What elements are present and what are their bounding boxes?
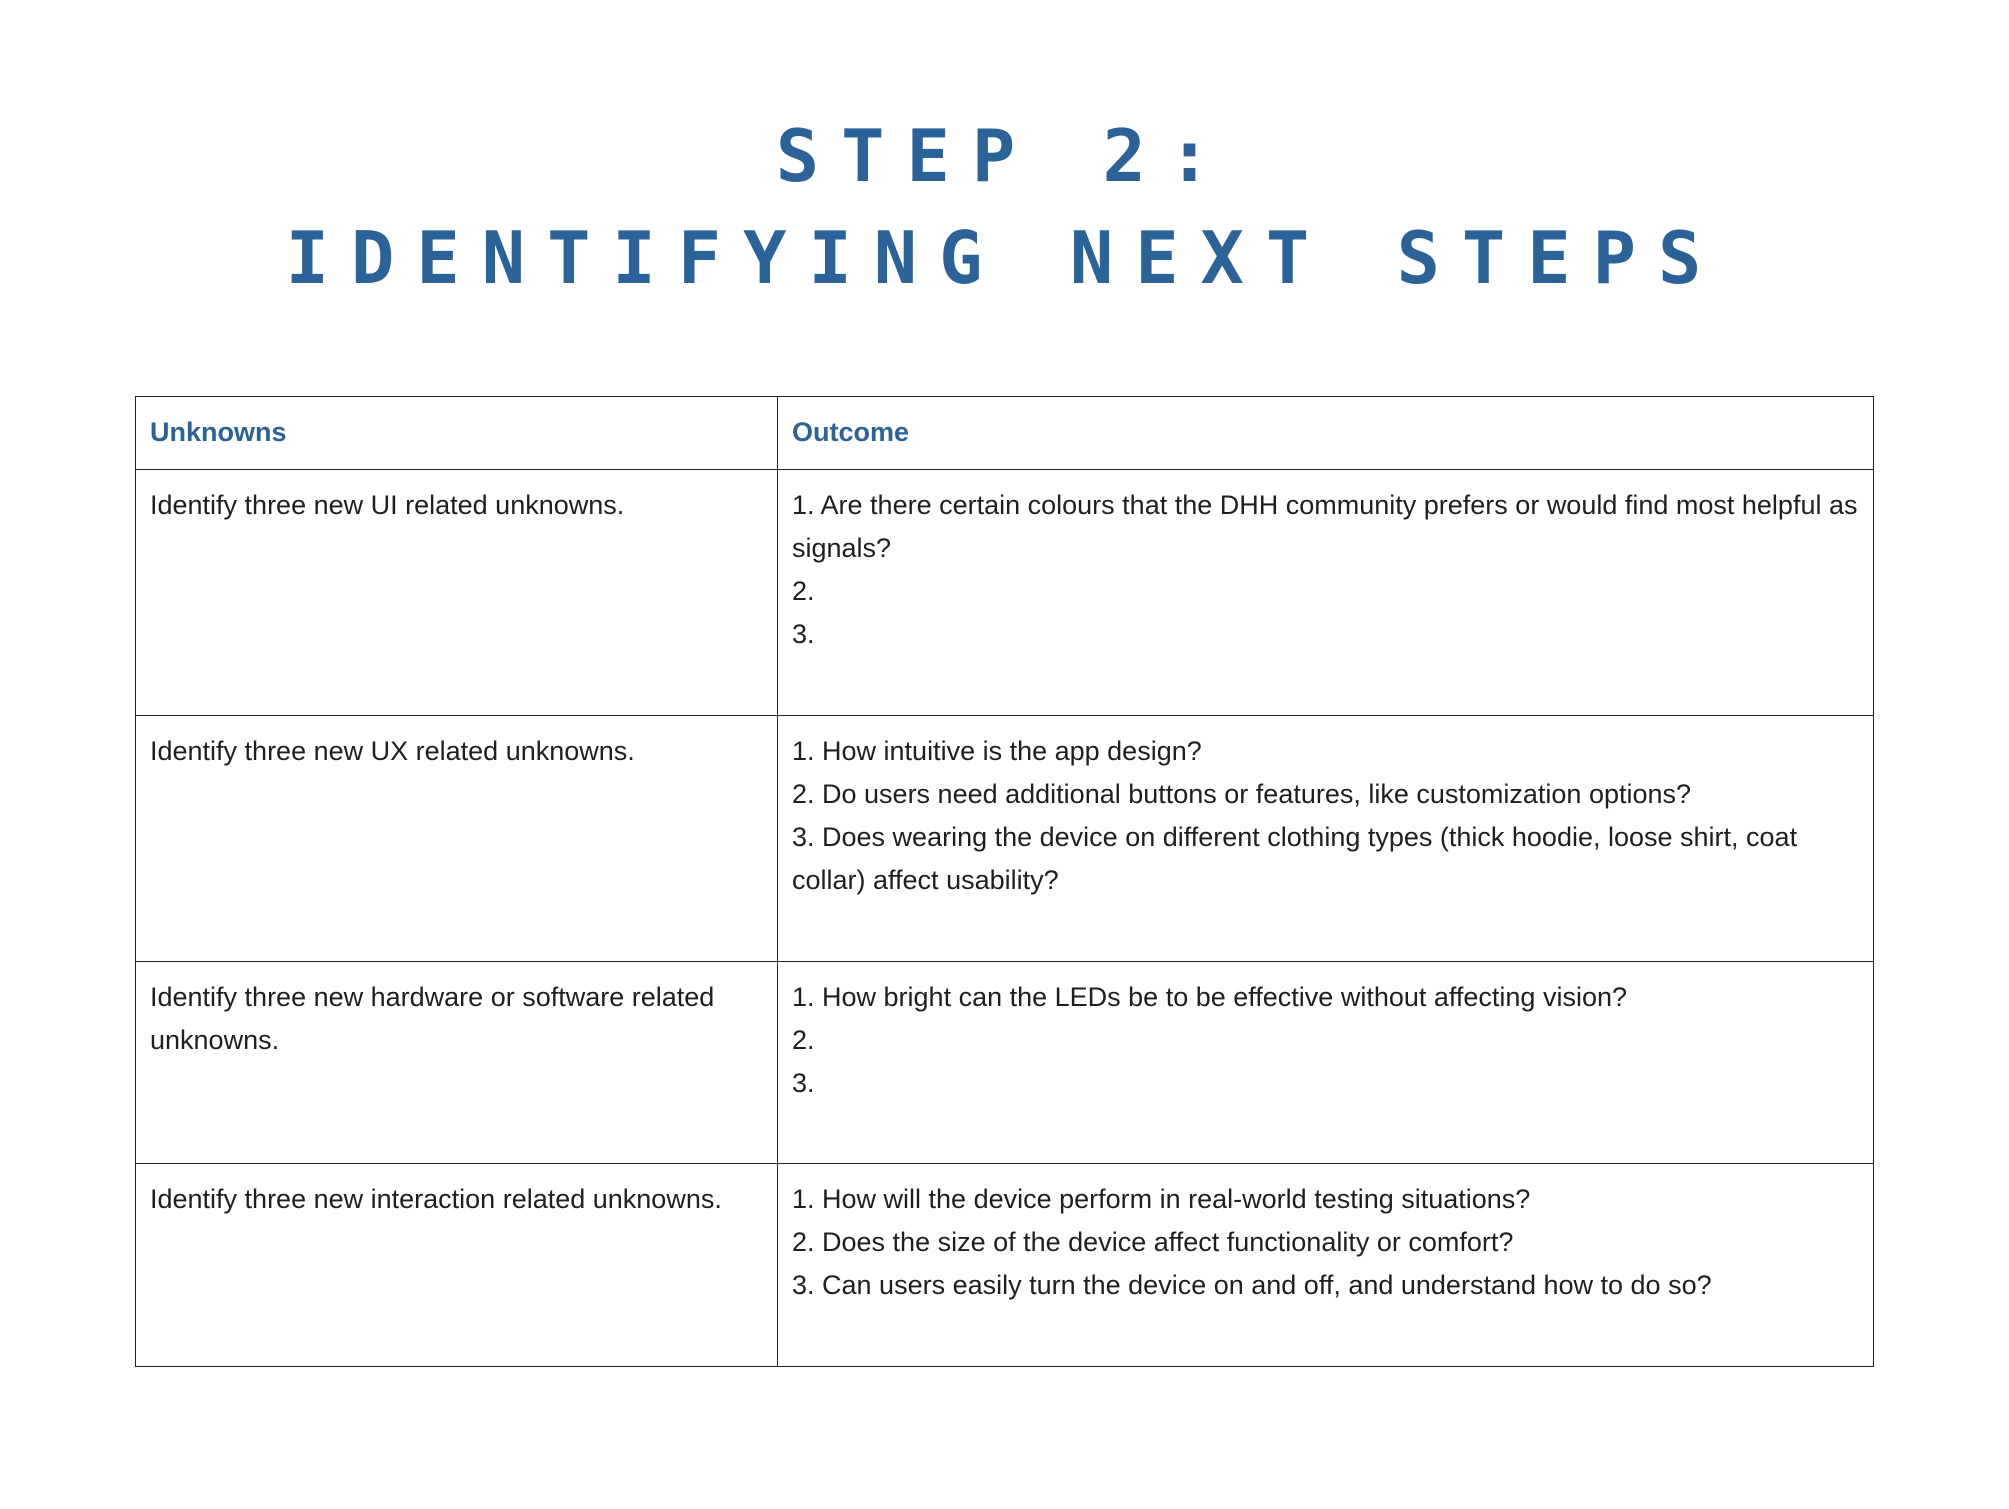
- table-row: [136, 470, 1874, 716]
- outcome-cell-interaction: [778, 1164, 1874, 1367]
- title-line-heading: IDENTIFYING NEXT STEPS: [285, 216, 1724, 300]
- outcome-item: 3. Can users easily turn the device on and off, and understand how to do so?: [792, 1270, 1712, 1300]
- table-row: [136, 716, 1874, 962]
- column-header-unknowns: Unknowns: [136, 397, 778, 470]
- table-row: [136, 962, 1874, 1164]
- outcome-cell-ui: [778, 470, 1874, 716]
- outcome-item: 1. How will the device perform in real-world testing situations?: [792, 1184, 1531, 1214]
- outcome-item: 3.: [792, 1068, 815, 1098]
- unknown-cell-ux: Identify three new UX related unknowns.: [136, 716, 778, 962]
- outcome-item: 1. How intuitive is the app design?: [792, 736, 1202, 766]
- outcome-cell-hardware-software: [778, 962, 1874, 1164]
- unknowns-table: [135, 396, 1874, 1367]
- outcome-item: 1. Are there certain colours that the DHH community prefers or would find most helpful as signals?: [792, 490, 1858, 563]
- outcome-item: 3.: [792, 619, 815, 649]
- outcome-item: 2.: [792, 576, 815, 606]
- page-title: [0, 105, 2009, 309]
- outcome-item: 2.: [792, 1025, 815, 1055]
- outcome-cell-ux: [778, 716, 1874, 962]
- outcome-item: 2. Do users need additional buttons or features, like customization options?: [792, 779, 1692, 809]
- unknown-cell-hardware-software: Identify three new hardware or software related unknowns.: [136, 962, 778, 1164]
- title-line-step: STEP 2:: [775, 114, 1234, 198]
- outcome-item: 2. Does the size of the device affect functionality or comfort?: [792, 1227, 1514, 1257]
- column-header-outcome: Outcome: [778, 397, 1874, 470]
- unknown-cell-ui: Identify three new UI related unknowns.: [136, 470, 778, 716]
- table-row: [136, 1164, 1874, 1367]
- table-header-row: [136, 397, 1874, 470]
- outcome-item: 3. Does wearing the device on different clothing types (thick hoodie, loose shirt, coat collar) affect usability?: [792, 822, 1798, 895]
- unknown-cell-interaction: Identify three new interaction related unknowns.: [136, 1164, 778, 1367]
- outcome-item: 1. How bright can the LEDs be to be effective without affecting vision?: [792, 982, 1627, 1012]
